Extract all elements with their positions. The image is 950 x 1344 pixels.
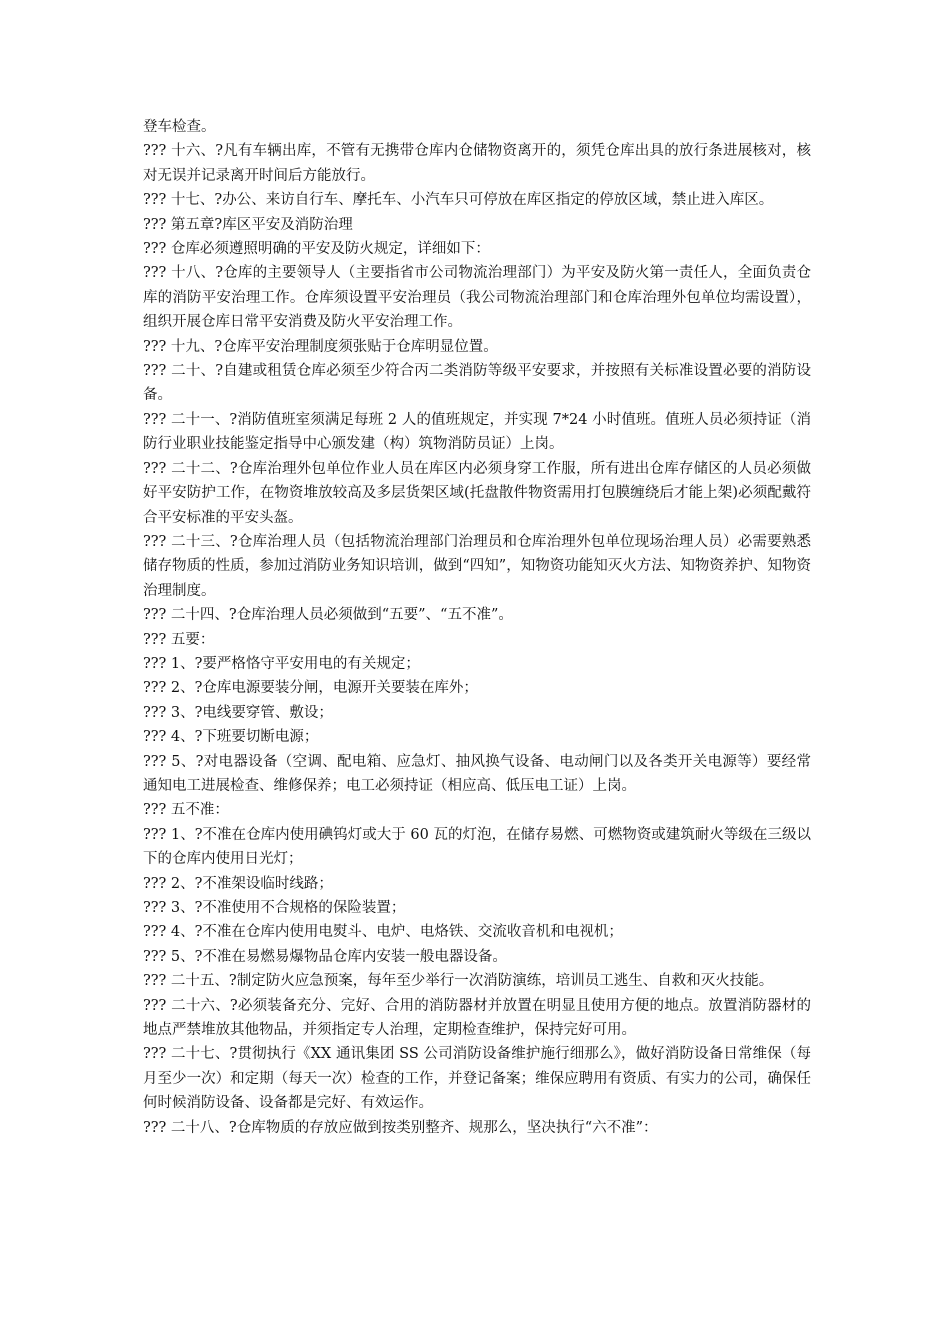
- list-item: ??? 1、?不准在仓库内使用碘钨灯或大于 60 瓦的灯泡，在储存易燃、可燃物资或建筑耐火等级在三级以下的仓库内使用日光灯；: [143, 826, 811, 868]
- list-item: ??? 5、?对电器设备（空调、配电箱、应急灯、抽风换气设备、电动闸门以及各类开关电源等）要经常通知电工进展检查、维修保养；电工必须持证（相应高、低压电工证）上岗。: [143, 753, 811, 794]
- paragraph: ??? 仓库必须遵照明确的平安及防火规定，详细如下：: [143, 241, 490, 258]
- paragraph: ??? 二十五、?制定防火应急预案，每年至少举行一次消防演练，培训员工逃生、自救和灭火技能。: [143, 973, 774, 990]
- paragraph: ??? 十九、?仓库平安治理制度须张贴于仓库明显位置。: [143, 338, 498, 355]
- chapter-heading: ??? 第五章?库区平安及消防治理: [143, 216, 353, 233]
- list-item: ??? 2、?不准架设临时线路；: [143, 875, 333, 892]
- paragraph: ??? 二十六、?必须装备充分、完好、合用的消防器材并放置在明显且使用方便的地点。放置消防器材的地点严禁堆放其他物品，并须指定专人治理，定期检查维护，保持完好可用。: [143, 997, 811, 1039]
- paragraph: ??? 二十八、?仓库物质的存放应做到按类别整齐、规那么，坚决执行“六不准”：: [143, 1119, 658, 1136]
- paragraph: ??? 二十一、?消防值班室须满足每班 2 人的值班规定，并实现 7*24 小时值班。值班人员必须持证（消防行业职业技能鉴定指导中心颁发建（构）筑物消防员证）上岗。: [143, 411, 811, 453]
- paragraph: ??? 二十二、?仓库治理外包单位作业人员在库区内必须身穿工作服，所有进出仓库存储区的人员必须做好平安防护工作，在物资堆放较高及多层货架区域(托盘散件物资需用打包膜缠绕后才能上架)必须配戴符合平安标准的平安头盔。: [143, 460, 811, 526]
- list-item: ??? 4、?下班要切断电源；: [143, 729, 319, 746]
- paragraph: ??? 二十、?自建或租赁仓库必须至少符合丙二类消防等级平安要求，并按照有关标准设置必要的消防设备。: [143, 363, 811, 404]
- paragraph: ??? 二十四、?仓库治理人员必须做到“五要”、“五不准”。: [143, 607, 513, 624]
- paragraph: ??? 十七、?办公、来访自行车、摩托车、小汽车只可停放在库区指定的停放区域，禁止进入库区。: [143, 192, 774, 209]
- list-item: ??? 1、?要严格恪守平安用电的有关规定；: [143, 655, 420, 672]
- paragraph: ??? 十八、?仓库的主要领导人（主要指省市公司物流治理部门）为平安及防火第一责任人，全面负责仓库的消防平安治理工作。仓库须设置平安治理员（我公司物流治理部门和仓库治理外包单位均需设置），组织开展仓库日常平安消费及防火平安治理工作。: [143, 265, 811, 331]
- list-item: ??? 3、?电线要穿管、敷设；: [143, 704, 333, 721]
- list-item: ??? 2、?仓库电源要装分闸，电源开关要装在库外；: [143, 680, 478, 697]
- list-heading: ??? 五要：: [143, 631, 215, 648]
- paragraph: ??? 二十七、?贯彻执行《XX 通讯集团 SS 公司消防设备维护施行细那么》，做好消防设备日常维保（每月至少一次）和定期（每天一次）检查的工作，并登记备案；维保应聘用有资质、有实力的公司，确保任何时候消防设备、设备都是完好、有效运作。: [143, 1046, 811, 1112]
- document-body: [143, 115, 811, 1140]
- paragraph: ??? 十六、?凡有车辆出库，不管有无携带仓库内仓储物资离开的，须凭仓库出具的放行条进展核对，核对无误并记录离开时间后方能放行。: [143, 143, 811, 184]
- list-item: ??? 5、?不准在易燃易爆物品仓库内安装一般电器设备。: [143, 948, 507, 965]
- list-item: ??? 4、?不准在仓库内使用电熨斗、电炉、电烙铁、交流收音机和电视机；: [143, 924, 623, 941]
- list-item: ??? 3、?不准使用不合规格的保险装置；: [143, 900, 406, 916]
- paragraph: ??? 二十三、?仓库治理人员（包括物流治理部门治理员和仓库治理外包单位现场治理人员）必需要熟悉储存物质的性质，参加过消防业务知识培训，做到“四知”，知物资功能知灭火方法、知物资养护、知物资治理制度。: [143, 533, 811, 599]
- list-heading: ??? 五不准：: [143, 802, 229, 819]
- paragraph: 登车检查。: [143, 119, 216, 135]
